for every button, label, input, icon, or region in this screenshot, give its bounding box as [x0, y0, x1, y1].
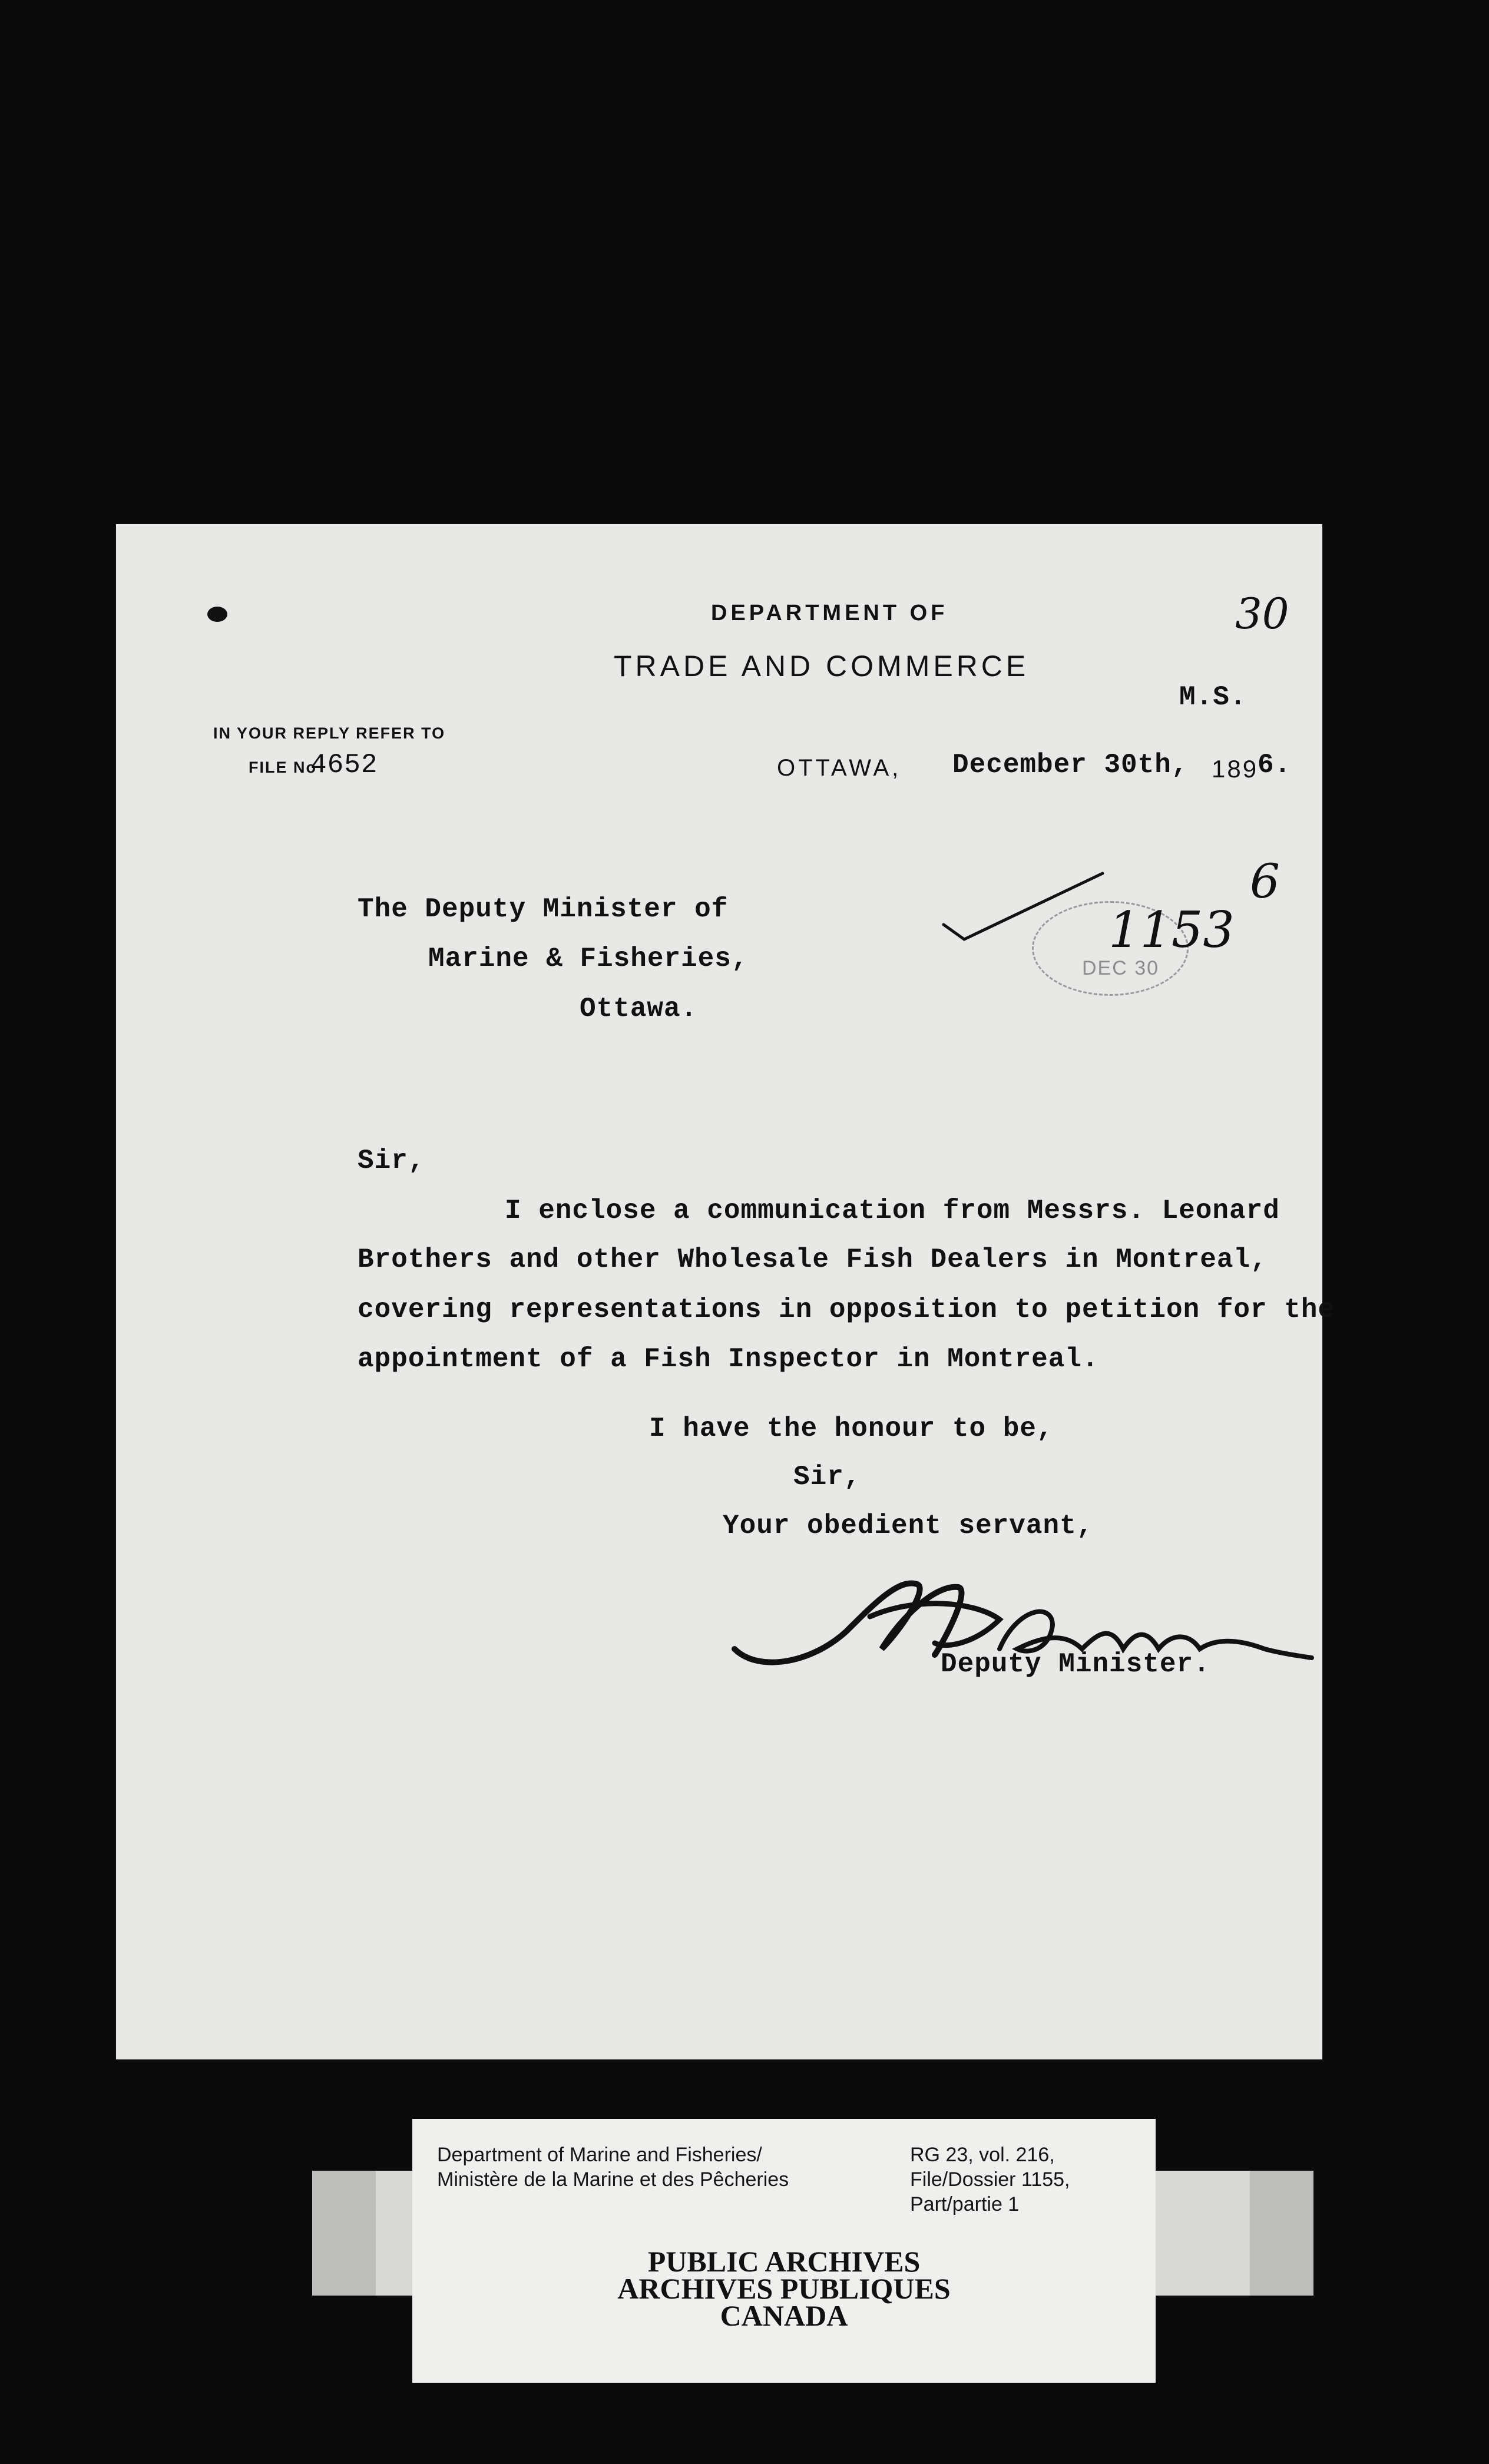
body-line-3: covering representations in opposition to petition for the [358, 1294, 1335, 1325]
stamp-date: DEC 30 [1082, 957, 1160, 979]
recipient-line-2: Marine & Fisheries, [428, 943, 749, 974]
ms-mark: M.S. [1179, 682, 1247, 713]
department-of: DEPARTMENT OF [711, 601, 948, 625]
closing-line-2: Sir, [793, 1462, 861, 1492]
archive-ref-1: RG 23, vol. 216, [910, 2144, 1055, 2166]
closing-line-1: I have the honour to be, [649, 1413, 1054, 1444]
body-line-1: I enclose a communication from Messrs. Leonard [505, 1195, 1280, 1226]
punch-hole [207, 607, 227, 622]
reply-refer: IN YOUR REPLY REFER TO [213, 724, 446, 742]
archive-ref-3: Part/partie 1 [910, 2193, 1020, 2215]
archive-dept-en: Department of Marine and Fisheries/ [437, 2144, 762, 2166]
place: OTTAWA, [777, 755, 902, 781]
archive-label [412, 2119, 1156, 2383]
file-label: FILE No [249, 759, 317, 776]
archive-tape-right-end [1250, 2171, 1313, 2296]
archives-line-3: CANADA [720, 2299, 848, 2332]
recipient-line-3: Ottawa. [580, 993, 698, 1024]
closing-line-3: Your obedient servant, [723, 1511, 1094, 1541]
file-number: 4652 [310, 750, 378, 780]
letter-page [116, 524, 1335, 2059]
received-number: 1153 [1109, 901, 1235, 959]
year-prefix: 189 [1212, 755, 1259, 783]
year-suffix: 6. [1258, 750, 1292, 780]
archive-tape-left-end [312, 2171, 376, 2296]
body-line-4: appointment of a Fish Inspector in Montreal. [358, 1344, 1099, 1375]
archives-line-1: PUBLIC ARCHIVES [647, 2245, 921, 2278]
archive-dept-fr: Ministère de la Marine et des Pêcheries [437, 2168, 789, 2191]
archives-line-2: ARCHIVES PUBLIQUES [617, 2272, 951, 2305]
date: December 30th, [952, 750, 1189, 780]
salutation: Sir, [358, 1145, 425, 1176]
recipient-line-1: The Deputy Minister of [358, 894, 729, 925]
archive-ref-2: File/Dossier 1155, [910, 2168, 1070, 2191]
body-line-2: Brothers and other Wholesale Fish Dealers in Montreal, [358, 1244, 1268, 1275]
received-mark: 6 [1250, 854, 1280, 909]
department-name: TRADE AND COMMERCE [614, 650, 1030, 683]
page-number: 30 [1235, 589, 1289, 638]
signatory-title: Deputy Minister. [941, 1649, 1210, 1680]
